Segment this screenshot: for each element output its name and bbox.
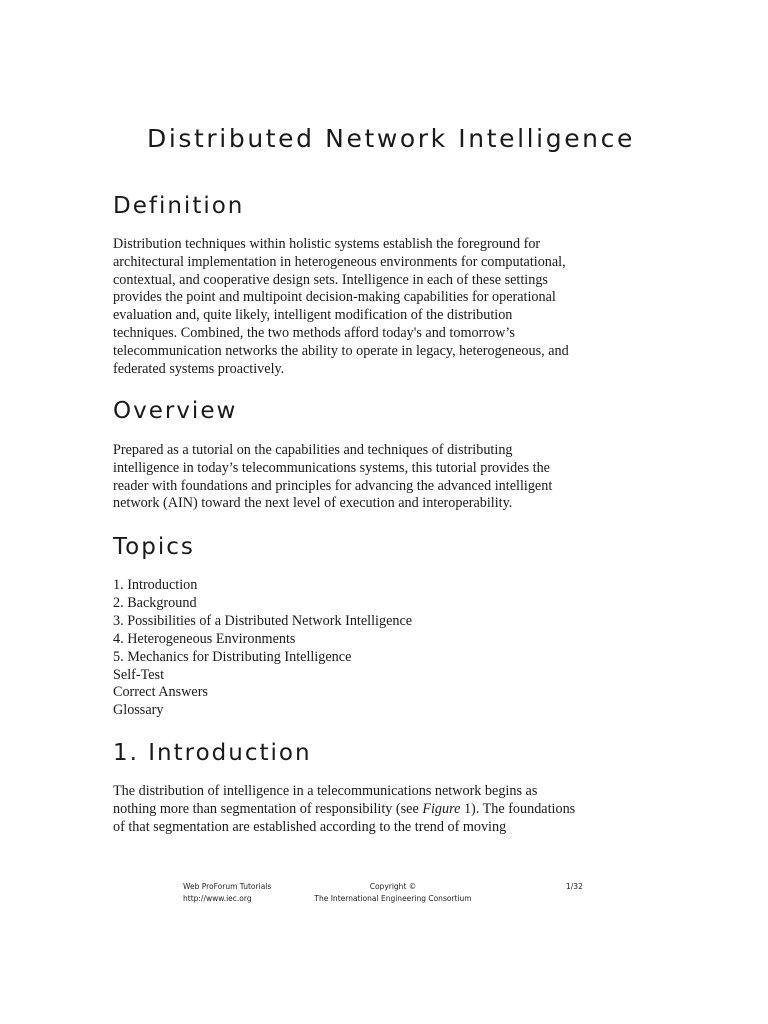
overview-paragraph [113, 442, 603, 513]
topic-item: 2. Background [113, 594, 197, 611]
introduction-line: of that segmentation are established according to the trend of moving [113, 818, 507, 835]
topic-item: 3. Possibilities of a Distributed Network Intelligence [113, 612, 413, 629]
definition-line: techniques. Combined, the two methods afford today's and tomorrow’s [113, 324, 515, 341]
topic-item: Glossary [113, 702, 164, 719]
overview-line: reader with foundations and principles for advancing the advanced intelligent [113, 477, 553, 494]
definition-paragraph [113, 236, 603, 378]
overview-line: Prepared as a tutorial on the capabilities and techniques of distributing [113, 442, 513, 458]
topic-item: Correct Answers [113, 684, 208, 701]
introduction-line [113, 801, 603, 819]
definition-line: federated systems proactively. [113, 360, 285, 377]
topics-list [113, 577, 412, 720]
figure-reference: Figure [422, 800, 461, 817]
page-number: 1/32 [566, 882, 583, 891]
topic-item: 4. Heterogeneous Environments [113, 630, 296, 647]
footer-organization: The International Engineering Consortium [314, 894, 472, 903]
definition-line: telecommunication networks the ability to operate in legacy, heterogeneous, and [113, 342, 569, 359]
topic-item: 1. Introduction [113, 577, 198, 593]
footer-copyright: Copyright © [369, 882, 417, 891]
footer-left [183, 881, 271, 905]
footer-right [566, 881, 583, 893]
definition-line: provides the point and multipoint decision-making capabilities for operational [113, 289, 556, 306]
footer-url: http://www.iec.org [183, 894, 252, 903]
introduction-heading: 1. Introduction [113, 740, 312, 766]
introduction-line: The distribution of intelligence in a telecommunications network begins as [113, 783, 538, 799]
topic-item: 5. Mechanics for Distributing Intelligence [113, 648, 352, 665]
overview-line: network (AIN) toward the next level of execution and interoperability. [113, 495, 513, 512]
topic-item: Self-Test [113, 666, 165, 683]
definition-line: evaluation and, quite likely, intelligent modification of the distribution [113, 307, 513, 324]
overview-heading: Overview [113, 398, 238, 424]
definition-line: Distribution techniques within holistic systems establish the foreground for [113, 236, 541, 252]
introduction-text: 1). The foundations [460, 800, 576, 817]
introduction-paragraph [113, 783, 603, 836]
footer-center [313, 881, 473, 905]
overview-line: intelligence in today’s telecommunications systems, this tutorial provides the [113, 459, 550, 476]
footer-publication: Web ProForum Tutorials [183, 882, 272, 891]
document-title: Distributed Network Intelligence [147, 124, 635, 153]
definition-line: architectural implementation in heterogeneous environments for computational, [113, 253, 566, 270]
definition-heading: Definition [113, 193, 245, 219]
introduction-text: nothing more than segmentation of responsibility (see [113, 800, 423, 817]
topics-heading: Topics [113, 534, 195, 560]
definition-line: contextual, and cooperative design sets. Intelligence in each of these settings [113, 271, 548, 288]
